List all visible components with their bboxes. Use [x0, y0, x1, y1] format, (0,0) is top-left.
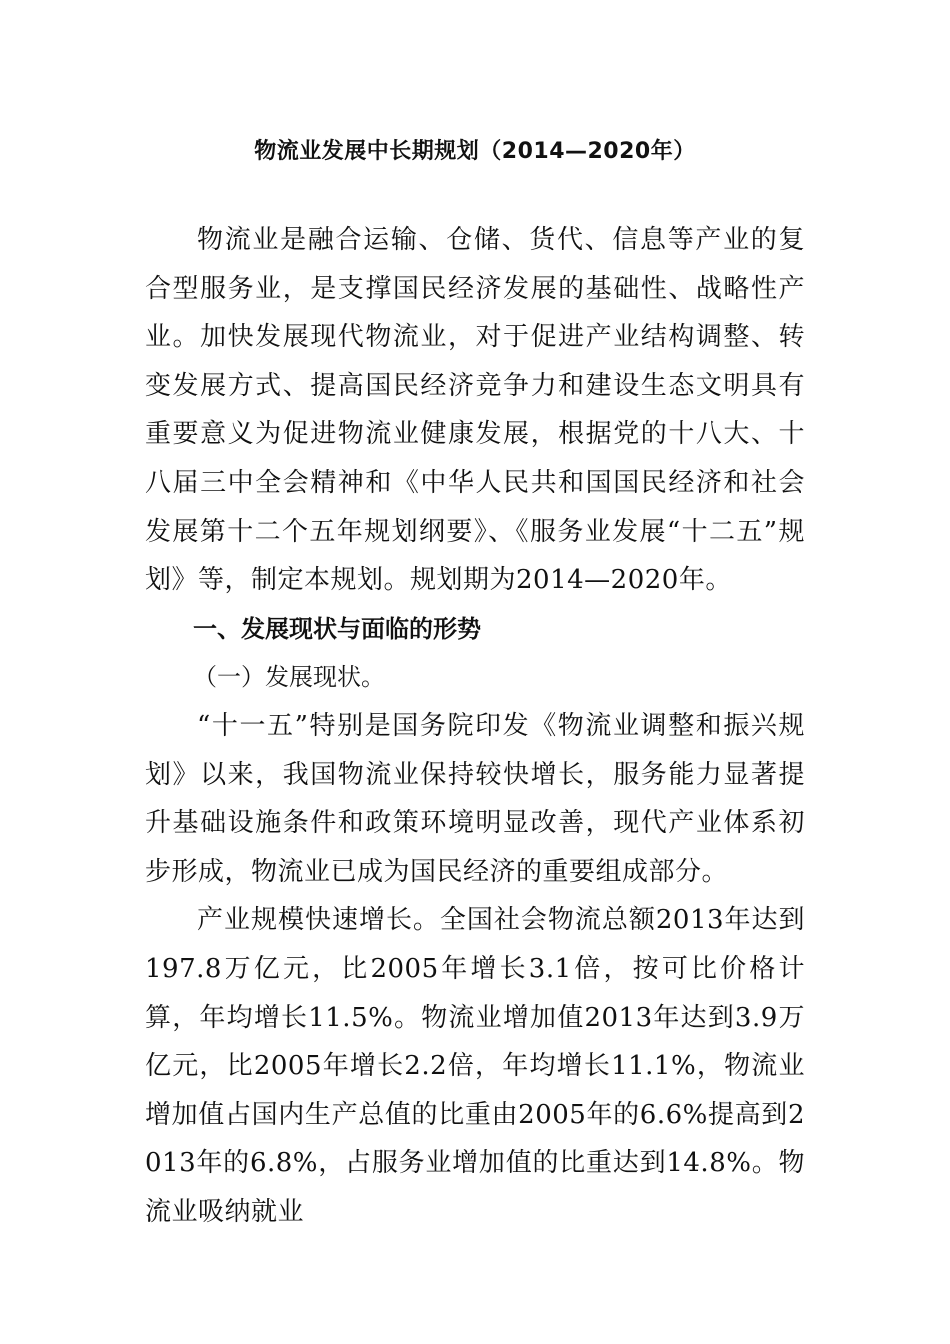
status-paragraph: “十一五”特别是国务院印发《物流业调整和振兴规划》以来，我国物流业保持较快增长，服务能力显著提升基础设施条件和政策环境明显改善，现代产业体系初步形成，物流业已成为国民经济的重要组成部分。 — [145, 710, 805, 887]
section-heading: 一、发展现状与面临的形势 — [193, 614, 481, 643]
document-body — [145, 216, 805, 1236]
subsection-heading: （一）发展现状。 — [193, 663, 385, 692]
document-title: 物流业发展中长期规划（2014—2020年） — [254, 139, 696, 164]
intro-paragraph: 物流业是融合运输、仓储、货代、信息等产业的复合型服务业，是支撑国民经济发展的基础性、战略性产业。加快发展现代物流业，对于促进产业结构调整、转变发展方式、提高国民经济竞争力和建设生态文明具有重要意义为促进物流业健康发展，根据党的十八大、十八届三中全会精神和《中华人民共和国国民经济和社会发展第十二个五年规划纲要》、《服务业发展“十二五”规划》等，制定本规划。规划期为2014—2020年。 — [145, 225, 805, 596]
scale-paragraph: 产业规模快速增长。全国社会物流总额2013年达到197.8万亿元，比2005年增长3.1倍，按可比价格计算，年均增长11.5%。物流业增加值2013年达到3.9万亿元，比2005年增长2.2倍，年均增长11.1%，物流业增加值占国内生产总值的比重由2005年的6.6%提高到2013年的6.8%，占服务业增加值的比重达到14.8%。物流业吸纳就业 — [145, 905, 805, 1227]
